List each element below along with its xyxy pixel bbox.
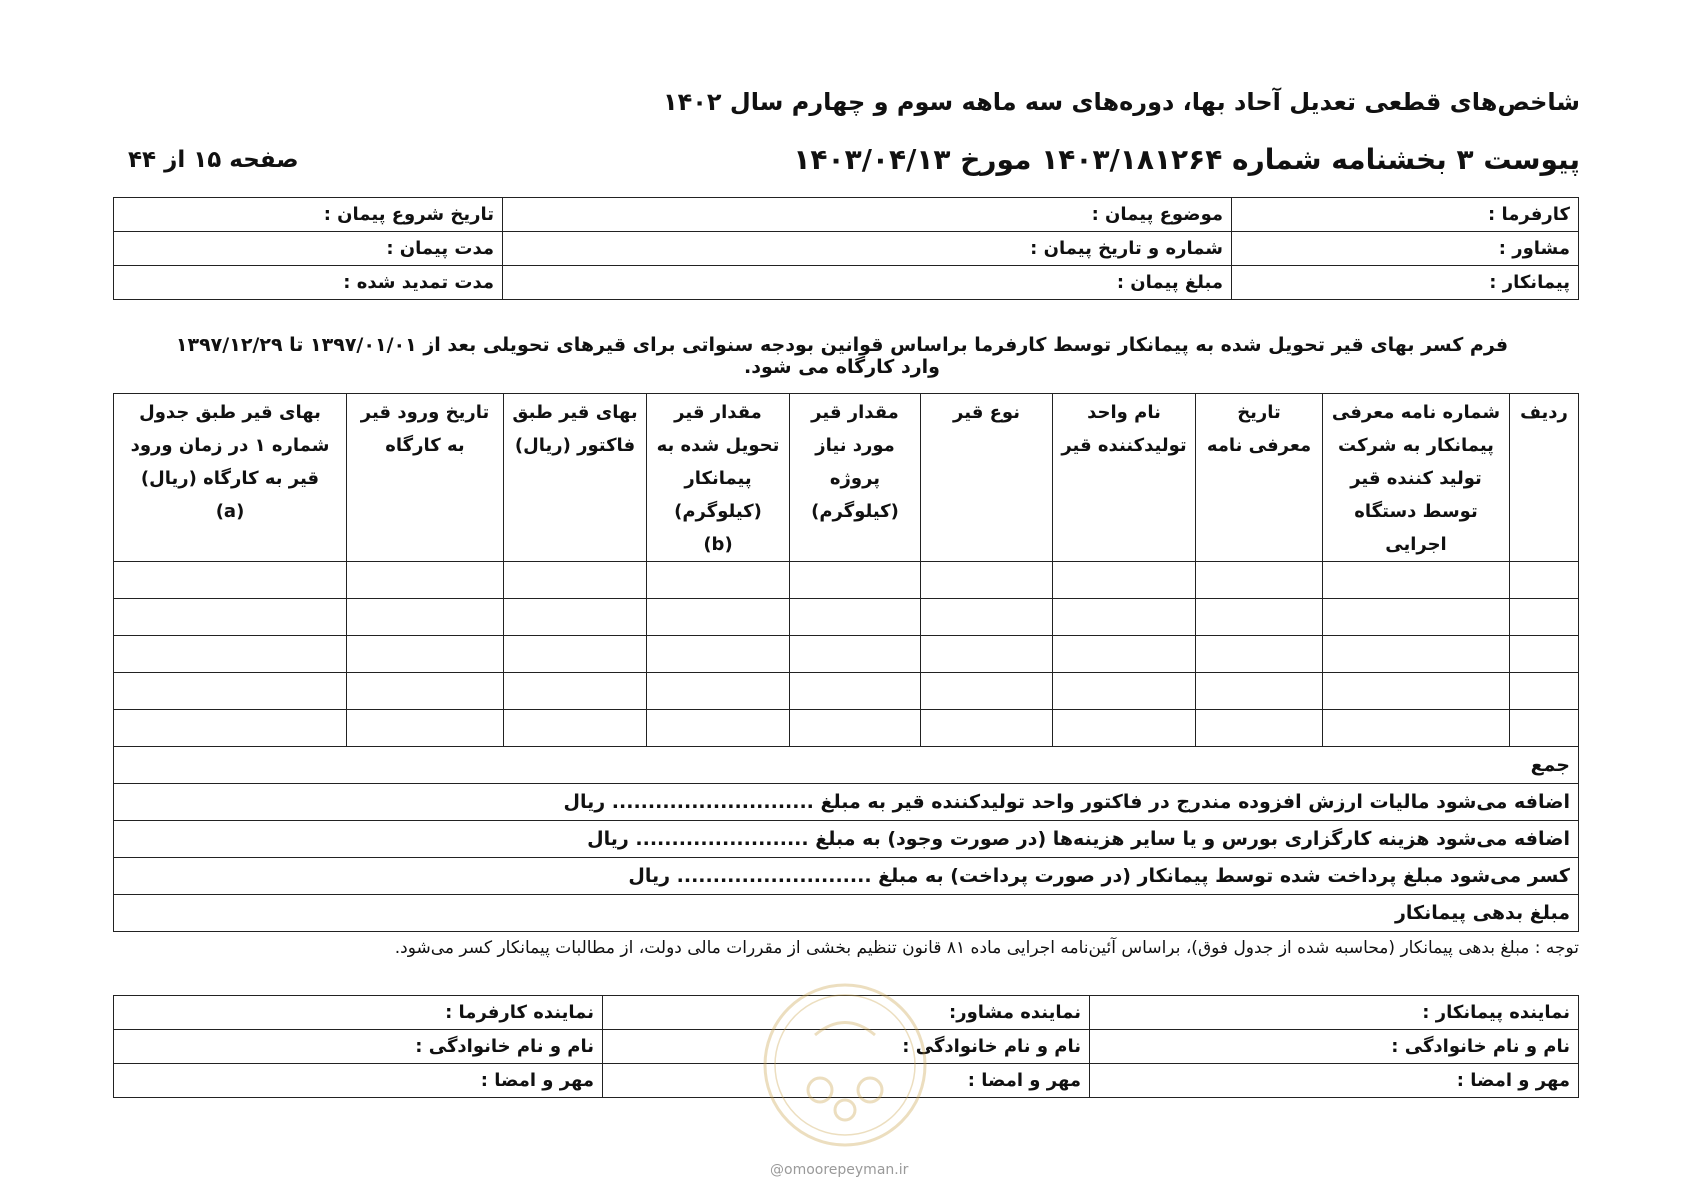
col-producer: نام واحد تولیدکننده قیر — [1053, 394, 1196, 562]
contractor-rep: نماینده پیمانکار : — [1090, 996, 1579, 1030]
page-subtitle: پیوست ۳ بخشنامه شماره ۱۴۰۳/۱۸۱۲۶۴ مورخ ۱۴۰۳/۰۴/۱۳ — [793, 143, 1580, 176]
brokerage-row: اضافه می‌شود هزینه کارگزاری بورس و یا سایر هزینه‌ها (در صورت وجود) به مبلغ ........................ ریال — [114, 821, 1579, 858]
table-header-row — [114, 394, 1579, 562]
consultant-seal: مهر و امضا : — [603, 1064, 1090, 1098]
watermark-site: @omoorepeyman.ir — [770, 1162, 909, 1178]
employer-seal: مهر و امضا : — [114, 1064, 603, 1098]
amount-field: مبلغ پیمان : — [503, 266, 1232, 300]
col-required-qty: مقدار قیر مورد نیاز پروژه (کیلوگرم) — [790, 394, 921, 562]
table-row — [114, 710, 1579, 747]
contractor-name: نام و نام خانوادگی : — [1090, 1030, 1579, 1064]
vat-row: اضافه می‌شود مالیات ارزش افزوده مندرج در فاکتور واحد تولیدکننده قیر به مبلغ ............................ ریال — [114, 784, 1579, 821]
col-invoice-price: بهای قیر طبق فاکتور (ریال) — [504, 394, 647, 562]
col-row: ردیف — [1510, 394, 1579, 562]
employer-name: نام و نام خانوادگی : — [114, 1030, 603, 1064]
col-table-price: بهای قیر طبق جدول شماره ۱ در زمان ورود قیر به کارگاه (ریال) (a) — [114, 394, 347, 562]
consultant-field: مشاور : — [1232, 232, 1579, 266]
debt-row: مبلغ بدهی پیمانکار — [114, 895, 1579, 932]
note-text: توجه : مبلغ بدهی پیمانکار (محاسبه شده از جدول فوق)، براساس آئین‌نامه اجرایی ماده ۸۱ قانون تنظیم بخشی از مقررات مالی دولت، از مطالبات پیمانکار کسر می‌شود. — [394, 938, 1579, 958]
consultant-name: نام و نام خانوادگی : — [603, 1030, 1090, 1064]
contract-number-field: شماره و تاریخ پیمان : — [503, 232, 1232, 266]
contract-info-table — [113, 197, 1579, 300]
col-entry-date: تاریخ ورود قیر به کارگاه — [347, 394, 504, 562]
employer-field: کارفرما : — [1232, 198, 1579, 232]
col-letter-number: شماره نامه معرفی پیمانکار به شرکت تولید کننده قیر توسط دستگاه اجرایی — [1323, 394, 1510, 562]
table-row — [114, 562, 1579, 599]
table-row — [114, 636, 1579, 673]
col-bitumen-type: نوع قیر — [921, 394, 1053, 562]
page-number: صفحه ۱۵ از ۴۴ — [128, 147, 299, 173]
watermark-logo-icon — [760, 980, 930, 1150]
subject-field: موضوع پیمان : — [503, 198, 1232, 232]
col-delivered-qty: مقدار قیر تحویل شده به پیمانکار (کیلوگرم) (b) — [647, 394, 790, 562]
employer-rep: نماینده کارفرما : — [114, 996, 603, 1030]
consultant-rep: نماینده مشاور: — [603, 996, 1090, 1030]
form-description: فرم کسر بهای قیر تحویل شده به پیمانکار توسط کارفرما براساس قوانین بودجه سنواتی برای قیرهای تحویلی بعد از ۱۳۹۷/۰۱/۰۱ تا ۱۳۹۷/۱۲/۲۹ وارد کارگاه می شود. — [175, 334, 1509, 378]
col-letter-date: تاریخ معرفی نامه — [1196, 394, 1323, 562]
bitumen-table — [113, 393, 1579, 932]
contractor-seal: مهر و امضا : — [1090, 1064, 1579, 1098]
contractor-field: پیمانکار : — [1232, 266, 1579, 300]
deduction-row: کسر می‌شود مبلغ پرداخت شده توسط پیمانکار (در صورت پرداخت) به مبلغ ........................... ریال — [114, 858, 1579, 895]
page-heading: شاخص‌های قطعی تعدیل آحاد بها، دوره‌های سه ماهه سوم و چهارم سال ۱۴۰۲ — [662, 88, 1580, 116]
table-row — [114, 673, 1579, 710]
start-date-field: تاریخ شروع پیمان : — [114, 198, 503, 232]
table-row — [114, 599, 1579, 636]
total-row: جمع — [114, 747, 1579, 784]
extended-duration-field: مدت تمدید شده : — [114, 266, 503, 300]
duration-field: مدت پیمان : — [114, 232, 503, 266]
